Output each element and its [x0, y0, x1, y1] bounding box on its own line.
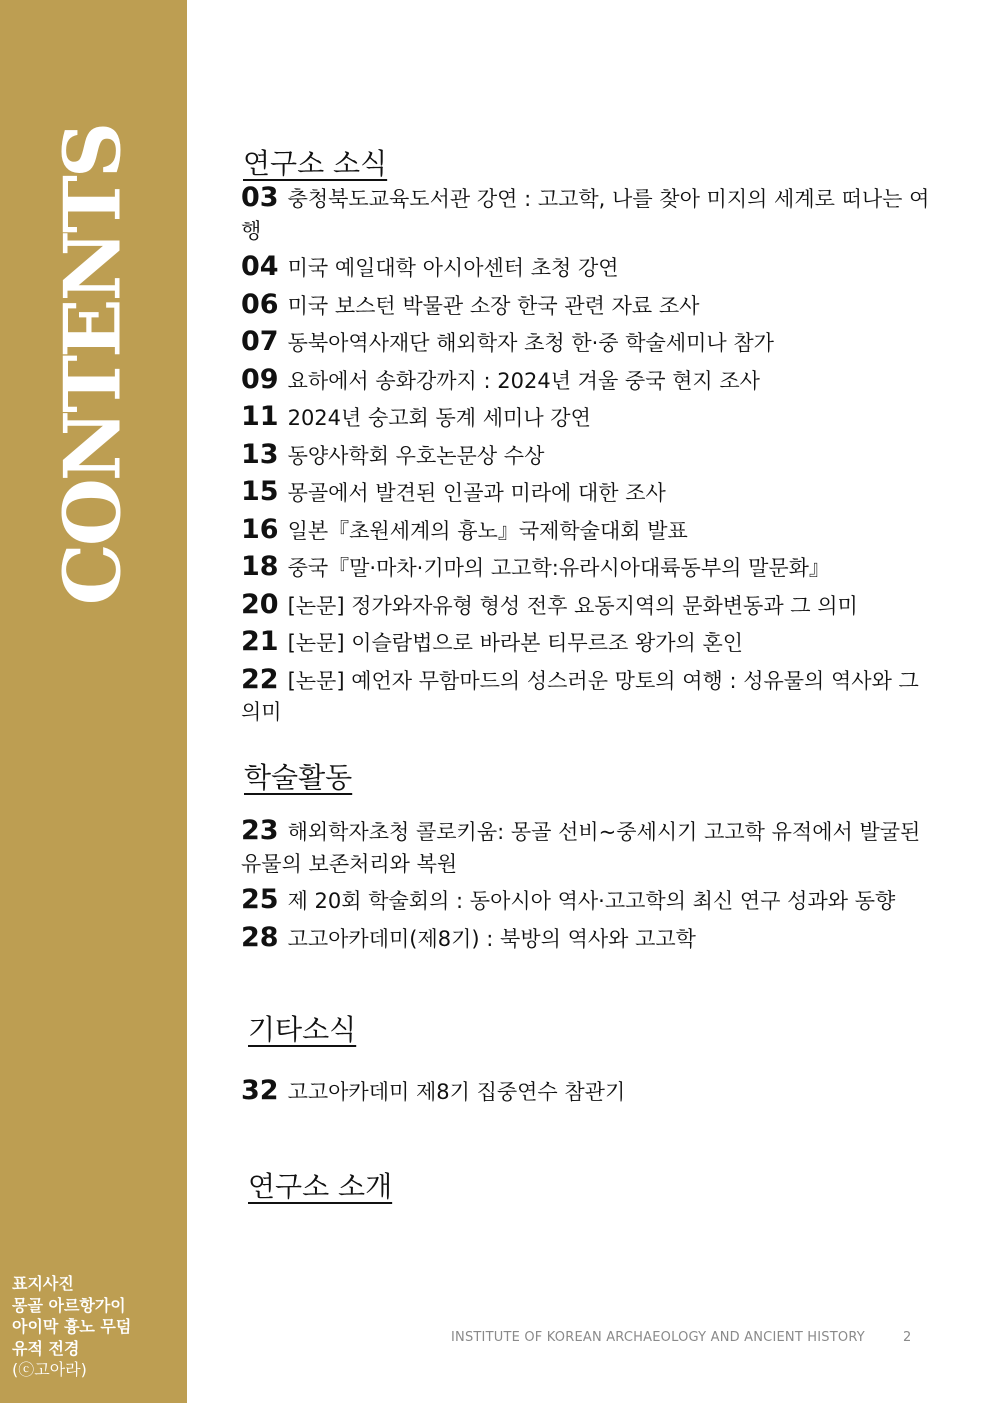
- toc-page-number: 23: [241, 815, 279, 846]
- toc-item-title: [논문] 예언자 무함마드의 성스러운 망토의 여행 : 성유물의 역사와 그 의미: [241, 668, 919, 724]
- toc-item[interactable]: [241, 589, 931, 623]
- toc-list-other: [241, 1075, 931, 1113]
- toc-page-number: 21: [241, 626, 279, 657]
- toc-item[interactable]: [241, 551, 931, 585]
- toc-item-title: 제 20회 학술회의 : 동아시아 역사·고고학의 최신 연구 성과와 동향: [287, 889, 896, 913]
- toc-item[interactable]: [241, 476, 931, 510]
- toc-item-title: 고고아카데미 제8기 집중연수 참관기: [287, 1080, 626, 1104]
- toc-list-academic: [241, 815, 931, 959]
- toc-page-number: 25: [241, 884, 279, 915]
- section-title-news[interactable]: 연구소 소식: [243, 147, 388, 180]
- toc-page-number: 16: [241, 513, 279, 545]
- toc-page-number: 07: [241, 326, 279, 357]
- toc-item[interactable]: [241, 884, 931, 918]
- toc-item-title: 동북아역사재단 해외학자 초청 한·중 학술세미나 참가: [287, 331, 774, 355]
- toc-item-title: 해외학자초청 콜로키움: 몽골 선비~중세시기 고고학 유적에서 발굴된 유물의 보존처리와 복원: [241, 820, 921, 876]
- toc-item[interactable]: [241, 364, 931, 398]
- toc-item-title: [논문] 정가와자유형 형성 전후 요동지역의 문화변동과 그 의미: [287, 593, 858, 618]
- toc-item-title: 미국 예일대학 아시아센터 초청 강연: [287, 256, 619, 280]
- toc-item-title: 요하에서 송화강까지 : 2024년 겨울 중국 현지 조사: [287, 368, 760, 393]
- page-number: 2: [903, 1330, 912, 1345]
- caption-line: 유적 전경: [12, 1338, 80, 1358]
- caption-line: 아이막 흉노 무덤: [12, 1317, 132, 1336]
- toc-item[interactable]: [241, 289, 931, 323]
- section-title-academic[interactable]: 학술활동: [244, 761, 353, 794]
- toc-item[interactable]: [241, 182, 931, 247]
- caption-label: 표지사진: [12, 1274, 74, 1293]
- cover-photo-caption: [12, 1273, 182, 1381]
- toc-item-title: 고고아카데미(제8기) : 북방의 역사와 고고학: [287, 926, 696, 951]
- toc-item-title: 충청북도교육도서관 강연 : 고고학, 나를 찾아 미지의 세계로 떠나는 여행: [241, 187, 930, 243]
- toc-page-number: 28: [241, 921, 279, 953]
- toc-item[interactable]: [241, 514, 931, 548]
- toc-page-number: 11: [241, 401, 279, 432]
- toc-item[interactable]: [241, 815, 931, 880]
- toc-list-news: [241, 182, 931, 733]
- toc-item[interactable]: [241, 626, 931, 660]
- footer-institute-name: INSTITUTE OF KOREAN ARCHAEOLOGY AND ANCIENT HISTORY: [451, 1330, 865, 1345]
- toc-item[interactable]: [241, 251, 931, 285]
- toc-item[interactable]: [241, 664, 931, 729]
- toc-page-number: 18: [241, 551, 279, 582]
- toc-item[interactable]: [241, 326, 931, 360]
- caption-credit: (ⓒ고아라): [12, 1360, 87, 1379]
- toc-item[interactable]: [241, 401, 931, 435]
- contents-vertical-title: CONTENTS: [47, 124, 139, 606]
- toc-item-title: [논문] 이슬람법으로 바라본 티무르조 왕가의 혼인: [287, 631, 744, 655]
- toc-item-title: 몽골에서 발견된 인골과 미라에 대한 조사: [287, 481, 666, 505]
- toc-item[interactable]: [241, 439, 931, 473]
- toc-page-number: 13: [241, 438, 279, 470]
- toc-item[interactable]: [241, 1075, 931, 1109]
- section-title-other[interactable]: 기타소식: [248, 1013, 357, 1046]
- toc-page-number: 22: [241, 663, 279, 695]
- toc-page-number: 20: [241, 588, 279, 620]
- toc-item-title: 일본『초원세계의 흉노』국제학술대회 발표: [287, 518, 688, 543]
- toc-page-number: 04: [241, 251, 279, 282]
- toc-page-number: 03: [241, 182, 279, 213]
- toc-page-number: 32: [241, 1075, 279, 1106]
- toc-item[interactable]: [241, 922, 931, 956]
- toc-page-number: 06: [241, 288, 279, 320]
- toc-page-number: 09: [241, 363, 279, 395]
- toc-item-title: 중국『말·마차·기마의 고고학:유라시아대륙동부의 말문화』: [287, 556, 830, 580]
- section-title-intro[interactable]: 연구소 소개: [248, 1170, 393, 1203]
- toc-item-title: 2024년 숭고회 동계 세미나 강연: [287, 406, 591, 430]
- toc-item-title: 동양사학회 우호논문상 수상: [287, 443, 545, 468]
- caption-line: 몽골 아르항가이: [12, 1295, 126, 1315]
- toc-item-title: 미국 보스턴 박물관 소장 한국 관련 자료 조사: [287, 293, 700, 318]
- sidebar-band: [0, 0, 187, 1403]
- toc-page-number: 15: [241, 476, 279, 507]
